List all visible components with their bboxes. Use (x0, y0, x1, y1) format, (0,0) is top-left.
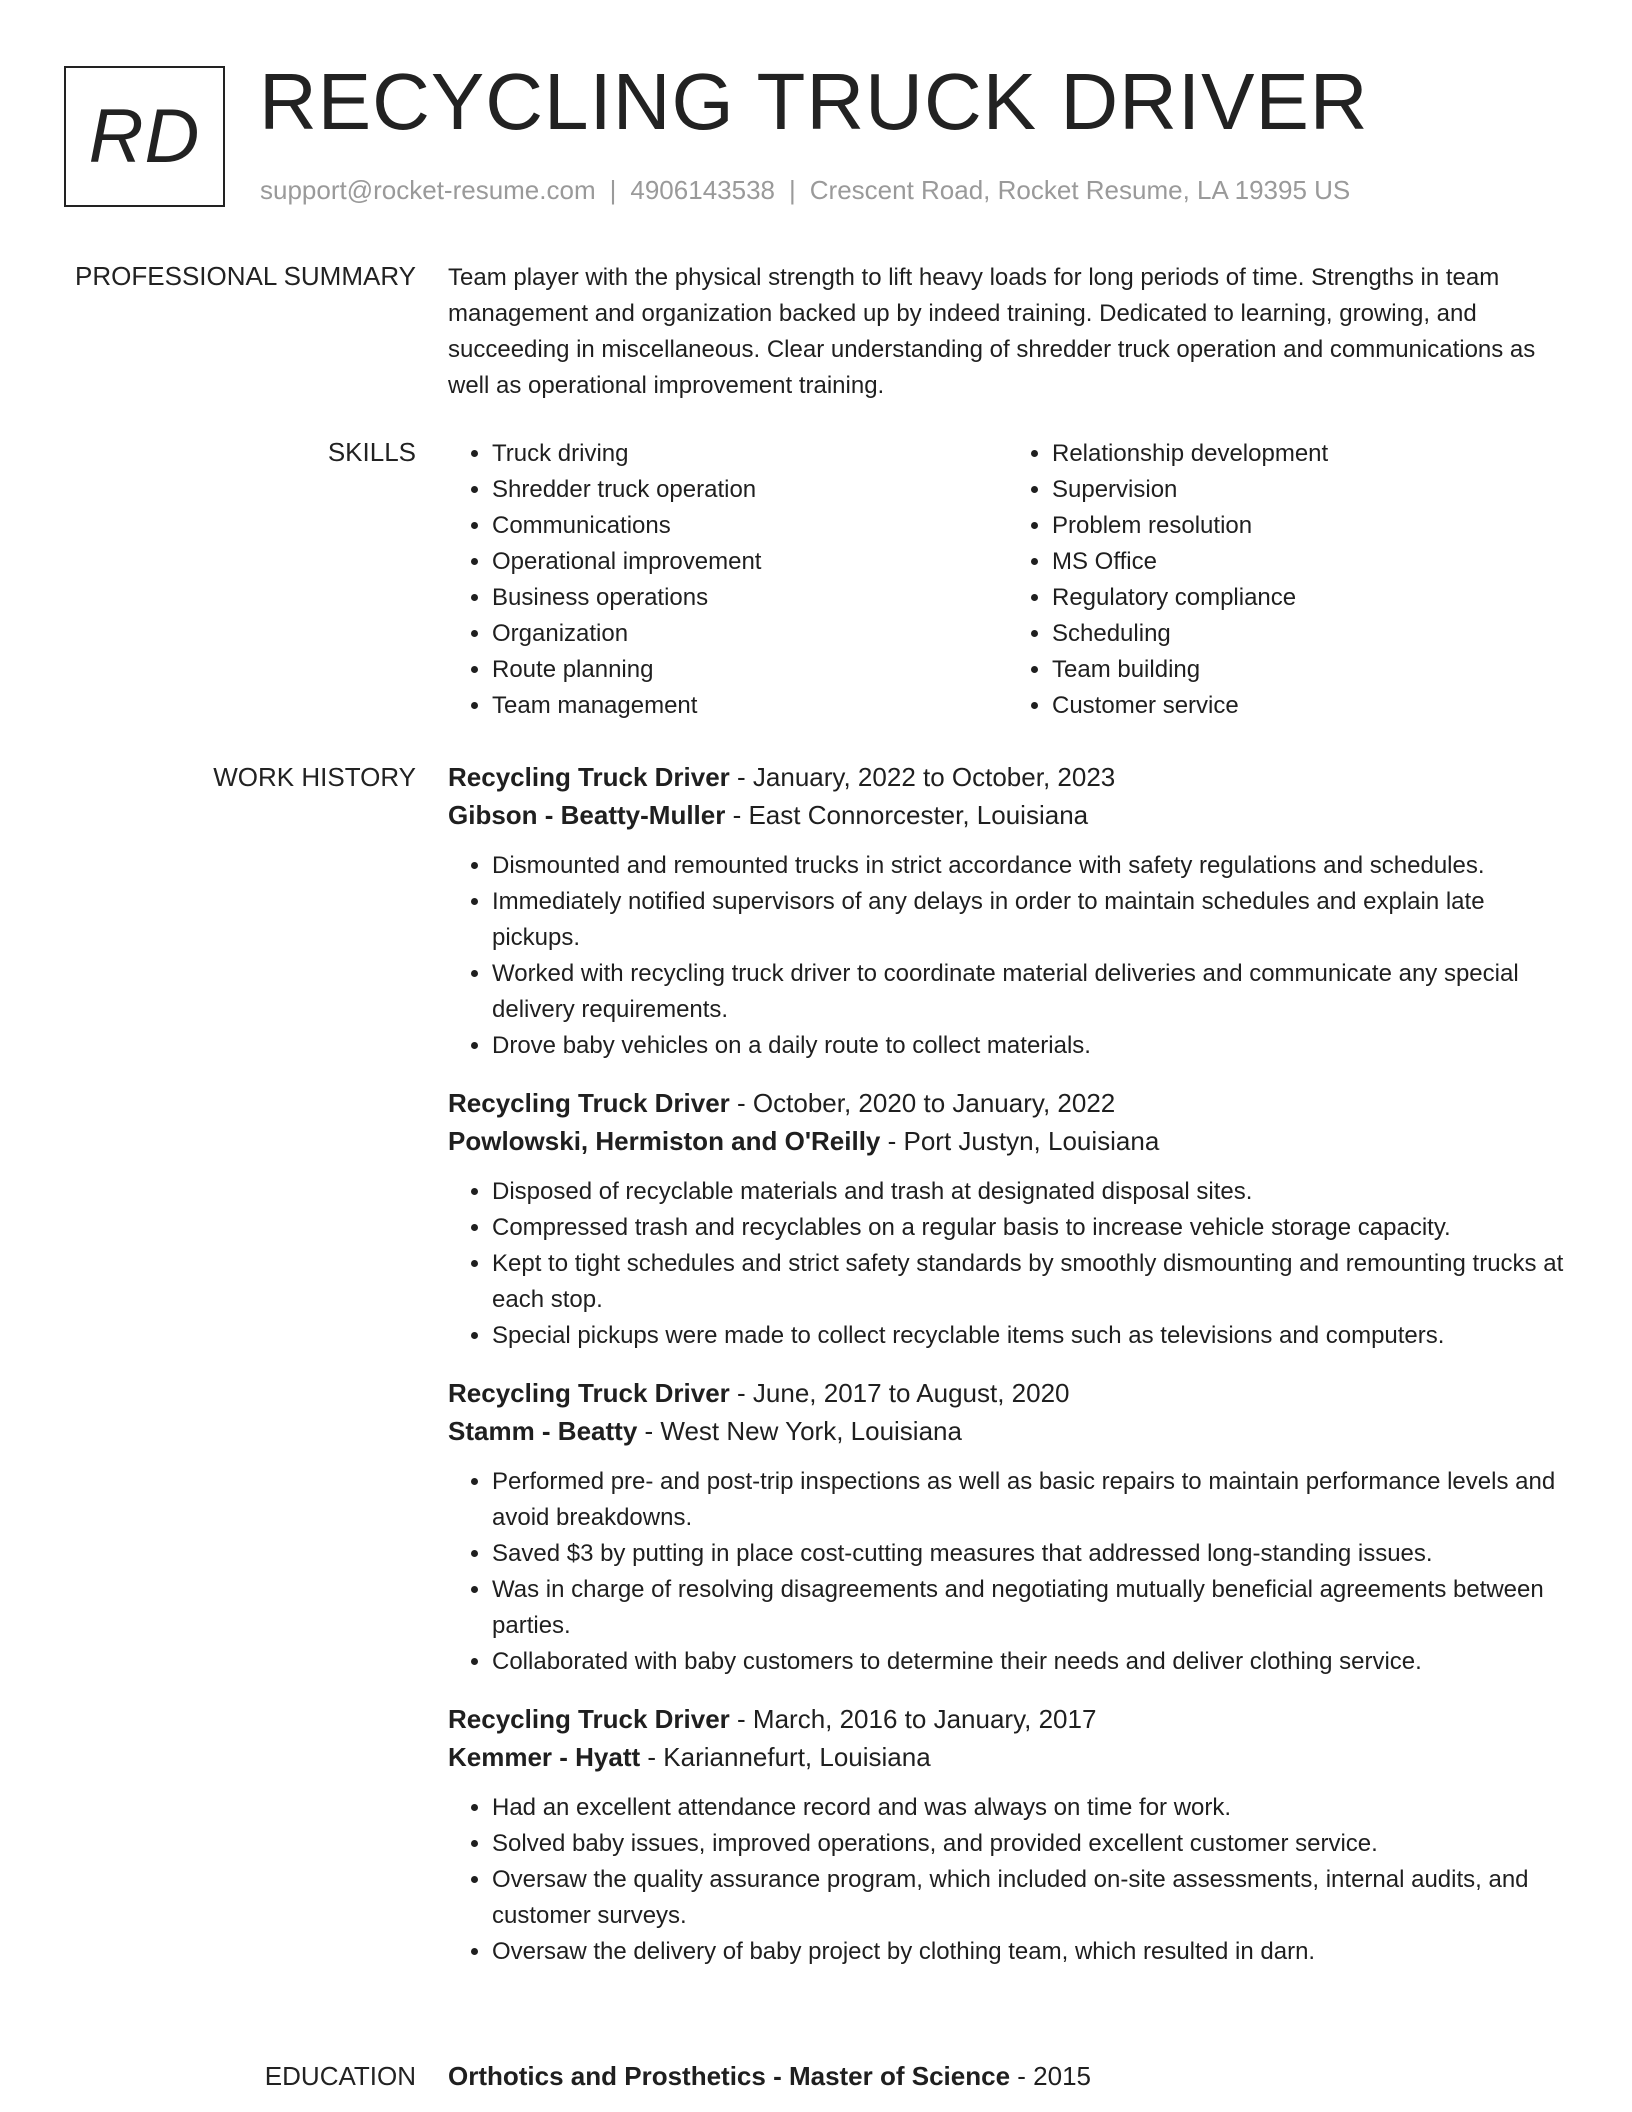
job-dates: - March, 2016 to January, 2017 (729, 1704, 1097, 1734)
job-bullet-list (448, 1464, 1568, 1680)
education-year: - 2015 (1010, 2061, 1091, 2091)
skill-item: • MS Office (1052, 544, 1568, 580)
summary-text: Team player with the physical strength to lift heavy loads for long periods of time. Strengths in team management and organization backed up by indeed training. Dedicated to learning, growing, and succeeding in miscellaneous. Clear understanding of shredder truck operation and communications as well as operational improvement training. (448, 264, 1536, 399)
job-bullet: • Drove baby vehicles on a daily route to collect materials. (492, 1028, 1568, 1064)
job-company: Kemmer - Hyatt (448, 1742, 641, 1772)
skill-item: • Communications (492, 508, 1008, 544)
job-title: Recycling Truck Driver (448, 1378, 730, 1408)
contact-email[interactable]: support@rocket-resume.com (260, 175, 596, 205)
job-location: - West New York, Louisiana (637, 1416, 962, 1446)
skills-column-left (448, 436, 1008, 724)
job-bullet: • Immediately notified supervisors of any delays in order to maintain schedules and explain late pickups. (492, 884, 1568, 956)
job-location: - Port Justyn, Louisiana (880, 1126, 1160, 1156)
job-company: Stamm - Beatty (448, 1416, 638, 1446)
job-company: Gibson - Beatty-Muller (448, 800, 726, 830)
section-label-skills: SKILLS (327, 437, 416, 467)
job-bullet: • Dismounted and remounted trucks in strict accordance with safety regulations and schedules. (492, 848, 1568, 884)
skill-item: • Team management (492, 688, 1008, 724)
skill-item: • Operational improvement (492, 544, 1008, 580)
skill-item: • Business operations (492, 580, 1008, 616)
skill-item: • Truck driving (492, 436, 1008, 472)
job-company-line (448, 796, 1568, 834)
job-entry (448, 1700, 1568, 1970)
job-bullet: • Compressed trash and recyclables on a regular basis to increase vehicle storage capacity. (492, 1210, 1568, 1246)
job-bullet: • Kept to tight schedules and strict safety standards by smoothly dismounting and remounting trucks at each stop. (492, 1246, 1568, 1318)
education-degree: Orthotics and Prosthetics - Master of Science (448, 2061, 1011, 2091)
education-entry (448, 2057, 1568, 2095)
job-bullet: • Oversaw the delivery of baby project by clothing team, which resulted in darn. (492, 1934, 1568, 1970)
job-title-line (448, 758, 1568, 796)
job-bullet-list (448, 1174, 1568, 1354)
skills-section (448, 436, 1568, 724)
work-history-section (448, 758, 1568, 1990)
job-entry (448, 1374, 1568, 1680)
section-label-work-history: WORK HISTORY (213, 762, 416, 792)
job-bullet: • Solved baby issues, improved operations, and provided excellent customer service. (492, 1826, 1568, 1862)
job-dates: - October, 2020 to January, 2022 (729, 1088, 1116, 1118)
job-bullet: • Disposed of recyclable materials and trash at designated disposal sites. (492, 1174, 1568, 1210)
job-bullet: • Saved $3 by putting in place cost-cutting measures that addressed long-standing issues. (492, 1536, 1568, 1572)
contact-phone[interactable]: 4906143538 (630, 175, 775, 205)
skills-grid (448, 436, 1568, 724)
skill-item: • Shredder truck operation (492, 472, 1008, 508)
job-bullet: • Special pickups were made to collect recyclable items such as televisions and computers. (492, 1318, 1568, 1354)
job-bullet: • Collaborated with baby customers to determine their needs and deliver clothing service. (492, 1644, 1568, 1680)
skill-item: • Regulatory compliance (1052, 580, 1568, 616)
job-title-line (448, 1374, 1568, 1412)
job-bullet: • Had an excellent attendance record and was always on time for work. (492, 1790, 1568, 1826)
job-title: Recycling Truck Driver (448, 1088, 730, 1118)
job-dates: - June, 2017 to August, 2020 (729, 1378, 1070, 1408)
skill-item: • Organization (492, 616, 1008, 652)
job-bullet-list (448, 848, 1568, 1064)
skill-item: • Team building (1052, 652, 1568, 688)
job-bullet: • Worked with recycling truck driver to coordinate material deliveries and communicate any special delivery requirements. (492, 956, 1568, 1028)
skills-column-right (1008, 436, 1568, 724)
skill-item: • Scheduling (1052, 616, 1568, 652)
skill-item: • Relationship development (1052, 436, 1568, 472)
job-title-line (448, 1084, 1568, 1122)
contact-separator: | (609, 175, 617, 205)
job-entry (448, 1084, 1568, 1354)
skill-item: • Supervision (1052, 472, 1568, 508)
job-location: - East Connorcester, Louisiana (725, 800, 1089, 830)
contact-line (260, 174, 1350, 206)
job-company-line (448, 1412, 1568, 1450)
job-title: Recycling Truck Driver (448, 1704, 730, 1734)
monogram-badge: RD (64, 66, 225, 207)
job-bullet: • Oversaw the quality assurance program, which included on-site assessments, internal audits, and customer surveys. (492, 1862, 1568, 1934)
job-dates: - January, 2022 to October, 2023 (729, 762, 1116, 792)
skill-item: • Customer service (1052, 688, 1568, 724)
section-label-summary: PROFESSIONAL SUMMARY (75, 261, 416, 291)
contact-separator: | (789, 175, 796, 205)
job-entry (448, 758, 1568, 1064)
skill-item: • Problem resolution (1052, 508, 1568, 544)
skill-item: • Route planning (492, 652, 1008, 688)
job-company-line (448, 1738, 1568, 1776)
job-company: Powlowski, Hermiston and O'Reilly (448, 1126, 881, 1156)
education-section (448, 2057, 1568, 2095)
job-bullet: • Was in charge of resolving disagreements and negotiating mutually beneficial agreements between parties. (492, 1572, 1568, 1644)
job-location: - Kariannefurt, Louisiana (640, 1742, 931, 1772)
job-title-line (448, 1700, 1568, 1738)
summary-section (448, 260, 1568, 404)
page-title: RECYCLING TRUCK DRIVER (259, 57, 1369, 146)
job-company-line (448, 1122, 1568, 1160)
job-bullet-list (448, 1790, 1568, 1970)
job-bullet: • Performed pre- and post-trip inspections as well as basic repairs to maintain performance levels and avoid breakdowns. (492, 1464, 1568, 1536)
contact-address: Crescent Road, Rocket Resume, LA 19395 US (809, 175, 1351, 205)
section-label-education: EDUCATION (264, 2061, 416, 2091)
job-title: Recycling Truck Driver (448, 762, 730, 792)
